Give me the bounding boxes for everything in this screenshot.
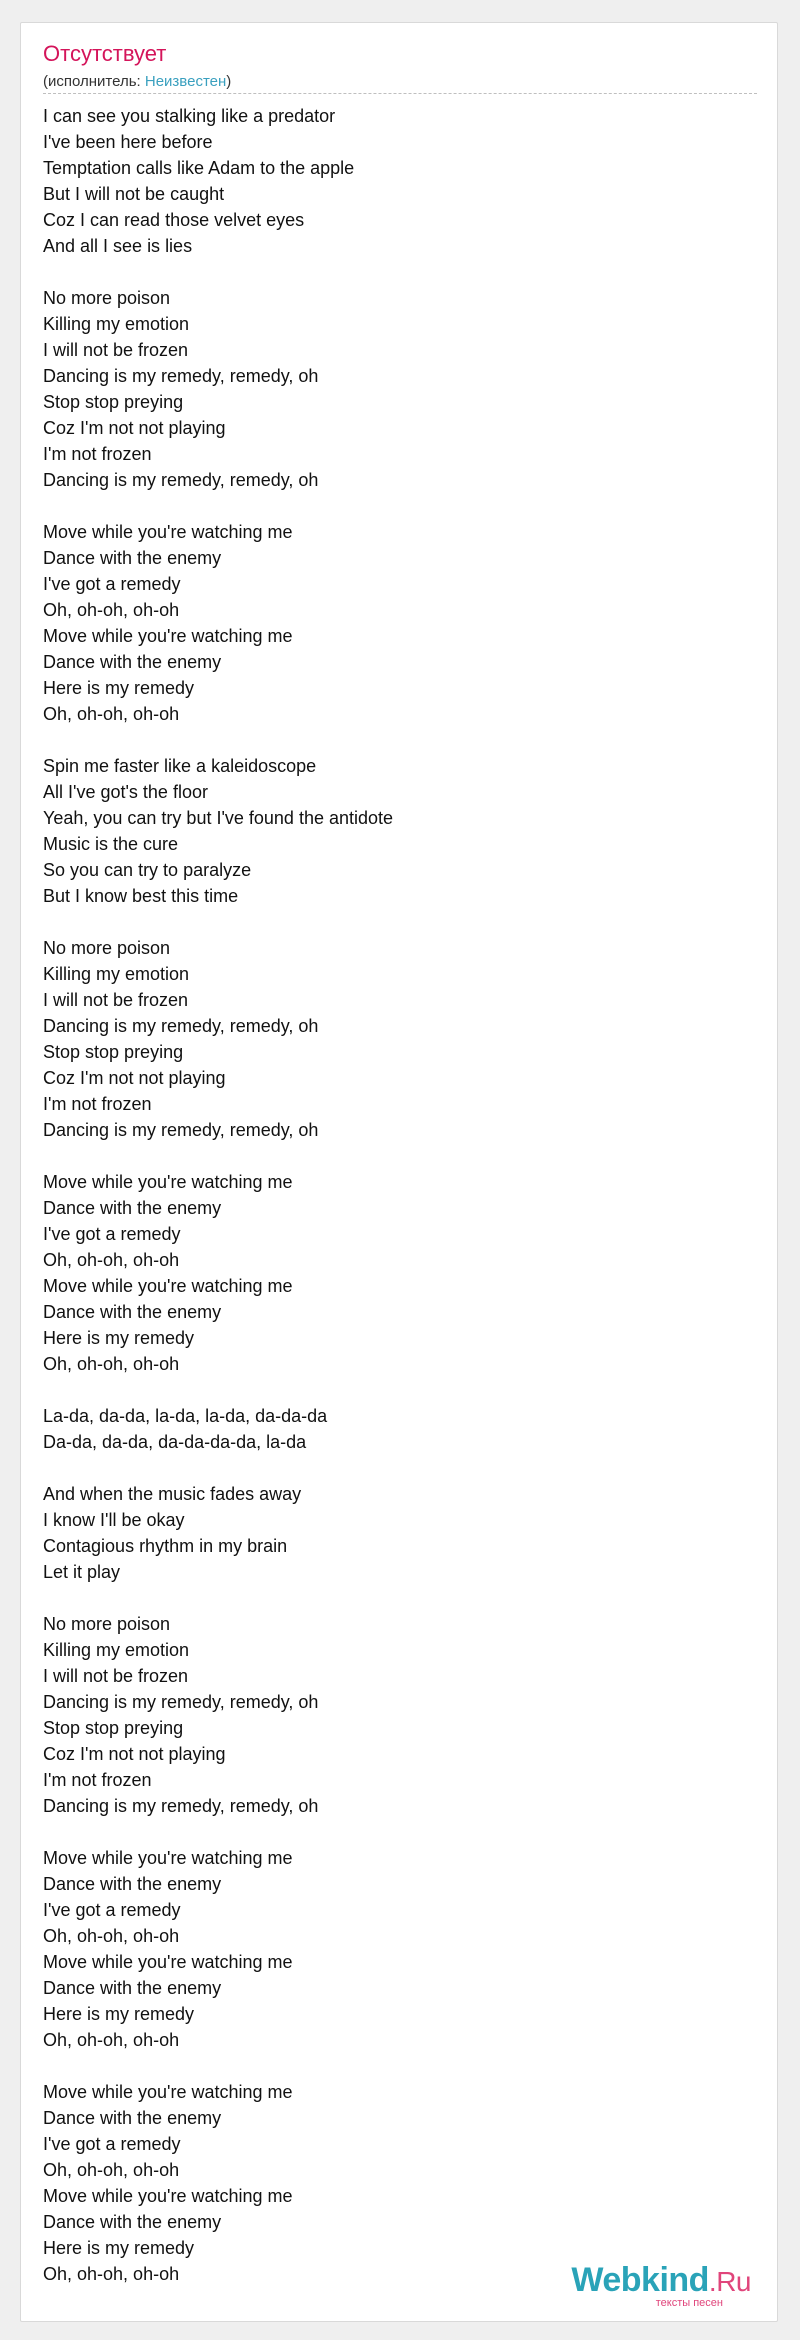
performer-close: ) xyxy=(226,73,232,90)
lyric-line: Stop stop preying xyxy=(43,1042,184,1062)
lyrics-card xyxy=(20,22,778,2322)
lyric-line: Move while you're watching me xyxy=(43,1276,293,1296)
performer-label: (исполнитель: xyxy=(43,73,145,90)
stanza-gap xyxy=(43,909,743,935)
lyric-line: Move while you're watching me xyxy=(43,626,293,646)
lyric-line: Contagious rhythm in my brain xyxy=(43,1536,288,1556)
lyric-line: Move while you're watching me xyxy=(43,1952,293,1972)
lyric-line: I've got a remedy xyxy=(43,1900,181,1920)
lyric-line: Temptation calls like Adam to the apple xyxy=(43,158,355,178)
lyric-line: Dancing is my remedy, remedy, oh xyxy=(43,366,319,386)
lyric-line: Dancing is my remedy, remedy, oh xyxy=(43,1692,319,1712)
lyric-line: But I know best this time xyxy=(43,886,239,906)
site-logo[interactable] xyxy=(571,2263,751,2309)
lyric-line: All I've got's the floor xyxy=(43,782,208,802)
lyric-line: I will not be frozen xyxy=(43,1666,189,1686)
lyric-line: And all I see is lies xyxy=(43,236,193,256)
lyric-line: Killing my emotion xyxy=(43,314,190,334)
lyric-line: Dancing is my remedy, remedy, oh xyxy=(43,470,319,490)
lyric-line: I've got a remedy xyxy=(43,1224,181,1244)
lyric-line: Oh, oh-oh, oh-oh xyxy=(43,600,180,620)
lyric-line: Dance with the enemy xyxy=(43,548,222,568)
stanza-gap xyxy=(43,1819,743,1845)
lyric-line: I'm not frozen xyxy=(43,1094,152,1114)
lyric-line: So you can try to paralyze xyxy=(43,860,252,880)
lyric-line: Stop stop preying xyxy=(43,392,184,412)
lyric-line: Yeah, you can try but I've found the antidote xyxy=(43,808,394,828)
song-title: Отсутствует xyxy=(43,41,167,66)
lyric-line: I know I'll be okay xyxy=(43,1510,185,1530)
lyric-line: Move while you're watching me xyxy=(43,2082,293,2102)
lyric-line: Spin me faster like a kaleidoscope xyxy=(43,756,317,776)
logo-subtitle: тексты песен xyxy=(655,2297,723,2309)
lyric-line: No more poison xyxy=(43,938,171,958)
stanza-gap xyxy=(43,1455,743,1481)
lyric-line: Oh, oh-oh, oh-oh xyxy=(43,2264,180,2284)
lyric-line: I will not be frozen xyxy=(43,990,189,1010)
lyric-line: Let it play xyxy=(43,1562,121,1582)
stanza-gap xyxy=(43,1585,743,1611)
lyric-line: Oh, oh-oh, oh-oh xyxy=(43,2030,180,2050)
lyric-line: I'm not frozen xyxy=(43,1770,152,1790)
lyric-line: Da-da, da-da, da-da-da-da, la-da xyxy=(43,1432,307,1452)
lyric-line: Coz I'm not not playing xyxy=(43,1068,226,1088)
lyric-line: I will not be frozen xyxy=(43,340,189,360)
lyric-line: Dancing is my remedy, remedy, oh xyxy=(43,1016,319,1036)
lyric-line: Here is my remedy xyxy=(43,1328,195,1348)
stanza-gap xyxy=(43,727,743,753)
lyric-line: Oh, oh-oh, oh-oh xyxy=(43,1926,180,1946)
stanza-gap xyxy=(43,2053,743,2079)
lyric-line: Dance with the enemy xyxy=(43,2108,222,2128)
lyric-line: And when the music fades away xyxy=(43,1484,302,1504)
lyric-line: Dance with the enemy xyxy=(43,652,222,672)
lyric-line: La-da, da-da, la-da, la-da, da-da-da xyxy=(43,1406,328,1426)
lyric-line: Move while you're watching me xyxy=(43,2186,293,2206)
performer-line xyxy=(43,73,231,90)
lyric-line: Dancing is my remedy, remedy, oh xyxy=(43,1796,319,1816)
lyric-line: Here is my remedy xyxy=(43,2004,195,2024)
title-divider xyxy=(43,93,757,94)
lyric-line: Oh, oh-oh, oh-oh xyxy=(43,704,180,724)
lyric-line: Dancing is my remedy, remedy, oh xyxy=(43,1120,319,1140)
lyric-line: Dance with the enemy xyxy=(43,2212,222,2232)
lyric-line: Oh, oh-oh, oh-oh xyxy=(43,2160,180,2180)
lyric-line: Oh, oh-oh, oh-oh xyxy=(43,1250,180,1270)
stanza-gap xyxy=(43,1143,743,1169)
stanza-gap xyxy=(43,259,743,285)
lyric-line: Move while you're watching me xyxy=(43,1172,293,1192)
lyric-line: Move while you're watching me xyxy=(43,1848,293,1868)
lyric-line: Coz I can read those velvet eyes xyxy=(43,210,305,230)
lyric-line: Killing my emotion xyxy=(43,1640,190,1660)
lyric-line: I've got a remedy xyxy=(43,574,181,594)
lyric-line: I've got a remedy xyxy=(43,2134,181,2154)
logo-main-text: Webkind xyxy=(571,2261,709,2299)
lyric-line: I've been here before xyxy=(43,132,213,152)
performer-link[interactable]: Неизвестен xyxy=(144,73,227,90)
lyric-line: Coz I'm not not playing xyxy=(43,1744,226,1764)
lyric-line: Here is my remedy xyxy=(43,678,195,698)
lyric-line: Killing my emotion xyxy=(43,964,190,984)
stanza-gap xyxy=(43,1377,743,1403)
lyric-line: No more poison xyxy=(43,1614,171,1634)
logo-tld: .Ru xyxy=(708,2266,751,2297)
lyric-line: Move while you're watching me xyxy=(43,522,293,542)
lyric-line: Dance with the enemy xyxy=(43,1978,222,1998)
lyric-line: I can see you stalking like a predator xyxy=(43,106,336,126)
lyric-line: Music is the cure xyxy=(43,834,179,854)
lyric-line: No more poison xyxy=(43,288,171,308)
lyric-line: I'm not frozen xyxy=(43,444,152,464)
lyric-line: Dance with the enemy xyxy=(43,1874,222,1894)
stanza-gap xyxy=(43,493,743,519)
lyric-line: Coz I'm not not playing xyxy=(43,418,226,438)
lyric-line: Dance with the enemy xyxy=(43,1198,222,1218)
lyric-line: Oh, oh-oh, oh-oh xyxy=(43,1354,180,1374)
lyric-line: But I will not be caught xyxy=(43,184,225,204)
lyric-line: Here is my remedy xyxy=(43,2238,195,2258)
lyrics-body xyxy=(43,103,743,2287)
lyric-line: Stop stop preying xyxy=(43,1718,184,1738)
lyric-line: Dance with the enemy xyxy=(43,1302,222,1322)
